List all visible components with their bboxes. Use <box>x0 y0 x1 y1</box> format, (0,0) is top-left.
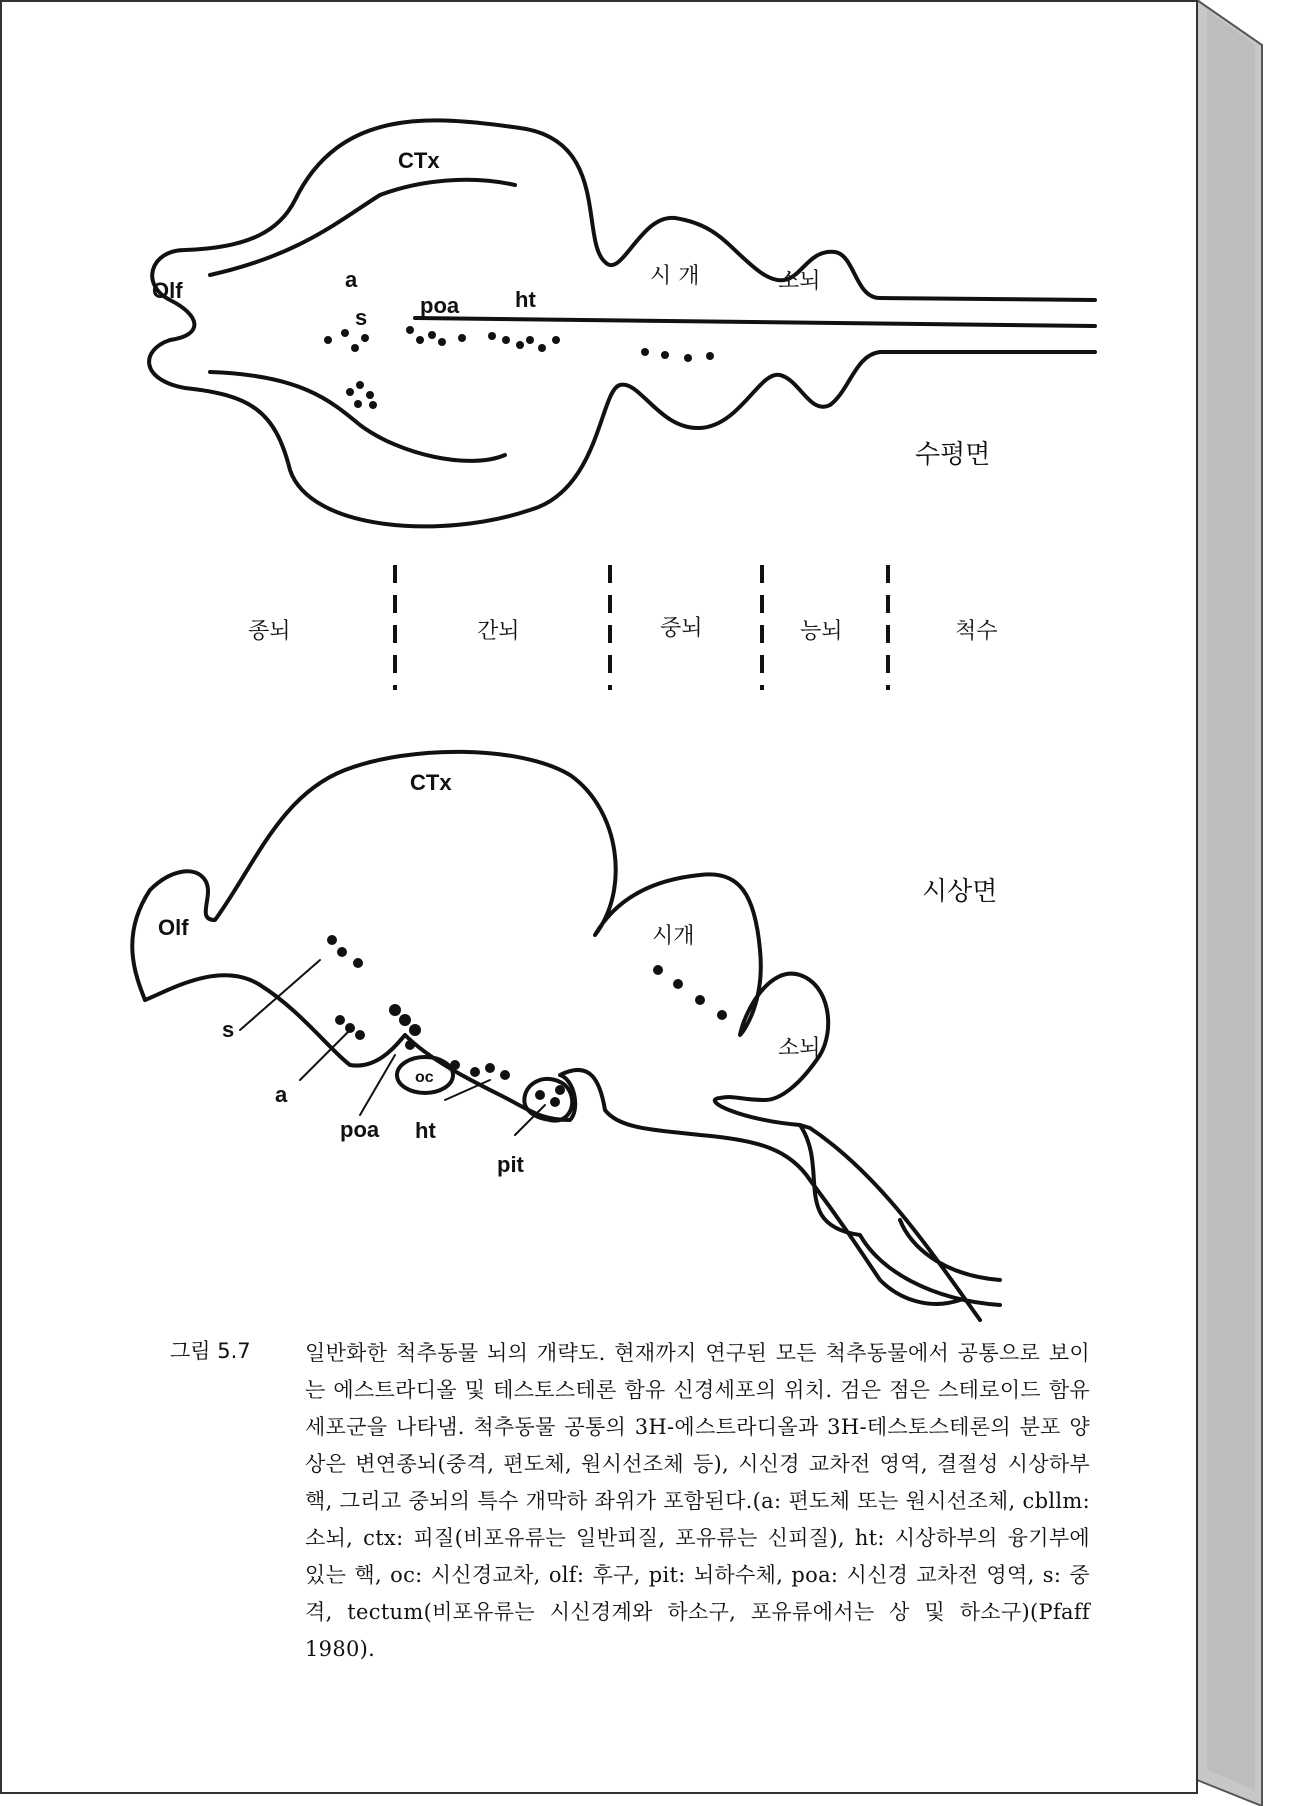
top-plane-label: 수평면 <box>915 440 991 470</box>
cell-dot <box>345 1023 355 1033</box>
cell-dot <box>458 334 466 342</box>
cell-dot <box>409 1024 421 1036</box>
cell-dot <box>516 341 524 349</box>
side-brain-underside <box>145 975 960 1304</box>
leader-line-a <box>300 1030 350 1080</box>
side-label-cerebellum: 소뇌 <box>778 1036 821 1061</box>
side-brain-outline <box>132 752 1000 1305</box>
cell-dot <box>324 336 332 344</box>
top-label-tectum: 시 개 <box>650 264 700 289</box>
cell-dot <box>337 947 347 957</box>
cell-dot <box>428 331 436 339</box>
cell-dot <box>354 400 362 408</box>
cell-dot <box>389 1004 401 1016</box>
top-label-poa: poa <box>420 293 460 318</box>
cell-dot <box>335 1015 345 1025</box>
cell-dot <box>552 336 560 344</box>
side-label-tectum: 시개 <box>652 924 695 949</box>
cell-dot <box>641 348 649 356</box>
cell-dot <box>673 979 683 989</box>
cell-dot <box>346 388 354 396</box>
cell-dot <box>538 344 546 352</box>
region-diencephalon: 간뇌 <box>477 619 520 644</box>
side-label-poa: poa <box>340 1117 380 1142</box>
side-label-ctx: CTx <box>410 770 452 795</box>
cell-dot <box>369 401 377 409</box>
cell-dot <box>355 1030 365 1040</box>
cell-dot <box>438 338 446 346</box>
caption-label: 그림 5.7 <box>170 1339 251 1363</box>
cell-dot <box>661 351 669 359</box>
cell-dot <box>416 336 424 344</box>
region-midbrain: 중뇌 <box>660 616 703 641</box>
cell-dot <box>706 352 714 360</box>
leader-line-s <box>240 960 320 1030</box>
cell-dot <box>361 334 369 342</box>
top-midline <box>415 318 1095 326</box>
cell-dot <box>485 1063 495 1073</box>
cell-dot <box>488 332 496 340</box>
top-brain-lower-outline <box>149 340 1095 526</box>
cell-dot <box>555 1085 565 1095</box>
cell-dot <box>405 1040 415 1050</box>
cell-dot <box>500 1070 510 1080</box>
side-label-ht: ht <box>415 1118 436 1143</box>
top-cortex-line <box>210 180 515 275</box>
cell-dot <box>526 336 534 344</box>
cell-dot <box>717 1010 727 1020</box>
cell-dot <box>450 1060 460 1070</box>
cell-dot <box>399 1014 411 1026</box>
figure-caption <box>170 1335 1090 1668</box>
cell-dot <box>653 965 663 975</box>
pituitary-outline <box>524 1079 572 1121</box>
cell-dot <box>695 995 705 1005</box>
region-telencephalon: 종뇌 <box>248 619 291 644</box>
region-spinal-cord: 척수 <box>955 619 998 644</box>
top-label-olf: Olf <box>152 278 183 303</box>
top-label-ht: ht <box>515 287 536 312</box>
side-label-oc: oc <box>415 1069 434 1086</box>
cell-dot <box>356 381 364 389</box>
top-brain-upper-outline <box>152 120 1095 340</box>
side-label-a: a <box>275 1082 288 1107</box>
cell-dot <box>366 391 374 399</box>
cell-dot <box>550 1097 560 1107</box>
cell-dot <box>502 336 510 344</box>
cell-dot <box>684 354 692 362</box>
cell-dot <box>535 1090 545 1100</box>
cell-dot <box>341 329 349 337</box>
side-label-olf: Olf <box>158 915 189 940</box>
cell-dot <box>406 326 414 334</box>
cell-dot <box>353 958 363 968</box>
top-label-s: s <box>355 305 368 330</box>
region-hindbrain: 능뇌 <box>800 619 843 644</box>
side-label-s: s <box>222 1017 235 1042</box>
top-label-cerebellum: 소뇌 <box>778 269 821 294</box>
top-label-a: a <box>345 267 358 292</box>
top-label-ctx: CTx <box>398 148 440 173</box>
cell-dot <box>327 935 337 945</box>
cell-dot <box>470 1067 480 1077</box>
caption-text: 일반화한 척추동물 뇌의 개략도. 현재까지 연구된 모든 척추동물에서 공통으로 보이는 에스트라디올 및 테스토스테론 함유 신경세포의 위치. 검은 점은 스테로이드 함유 세포군을 나타냄. 척추동물 공통의 3H-에스트라디올과 3H-테스토스테론의 분포 양상은 변연종뇌(중격, 편도체, 원시선조체 등), 시신경 교차전 영역, 결절성 시상하부핵, 그리고 중뇌의 특수 개막하 좌위가 포함된다.(a: 편도체 또는 원시선조체, cbllm: 소뇌, ctx: 피질(비포유류는 일반피질, 포유류는 신피질), ht: 시상하부의 융기부에 있는 핵, oc: 시신경교차, olf: 후구, pit: 뇌하수체, poa: 시신경 교차전 영역, s: 중격, tectum(비포유류는 시신경계와 하소구, 포유류에서는 상 및 하소구)(Pfaff 1980). <box>305 1341 1090 1661</box>
cell-dot <box>351 344 359 352</box>
side-plane-label: 시상면 <box>922 877 998 907</box>
side-label-pit: pit <box>497 1152 524 1177</box>
